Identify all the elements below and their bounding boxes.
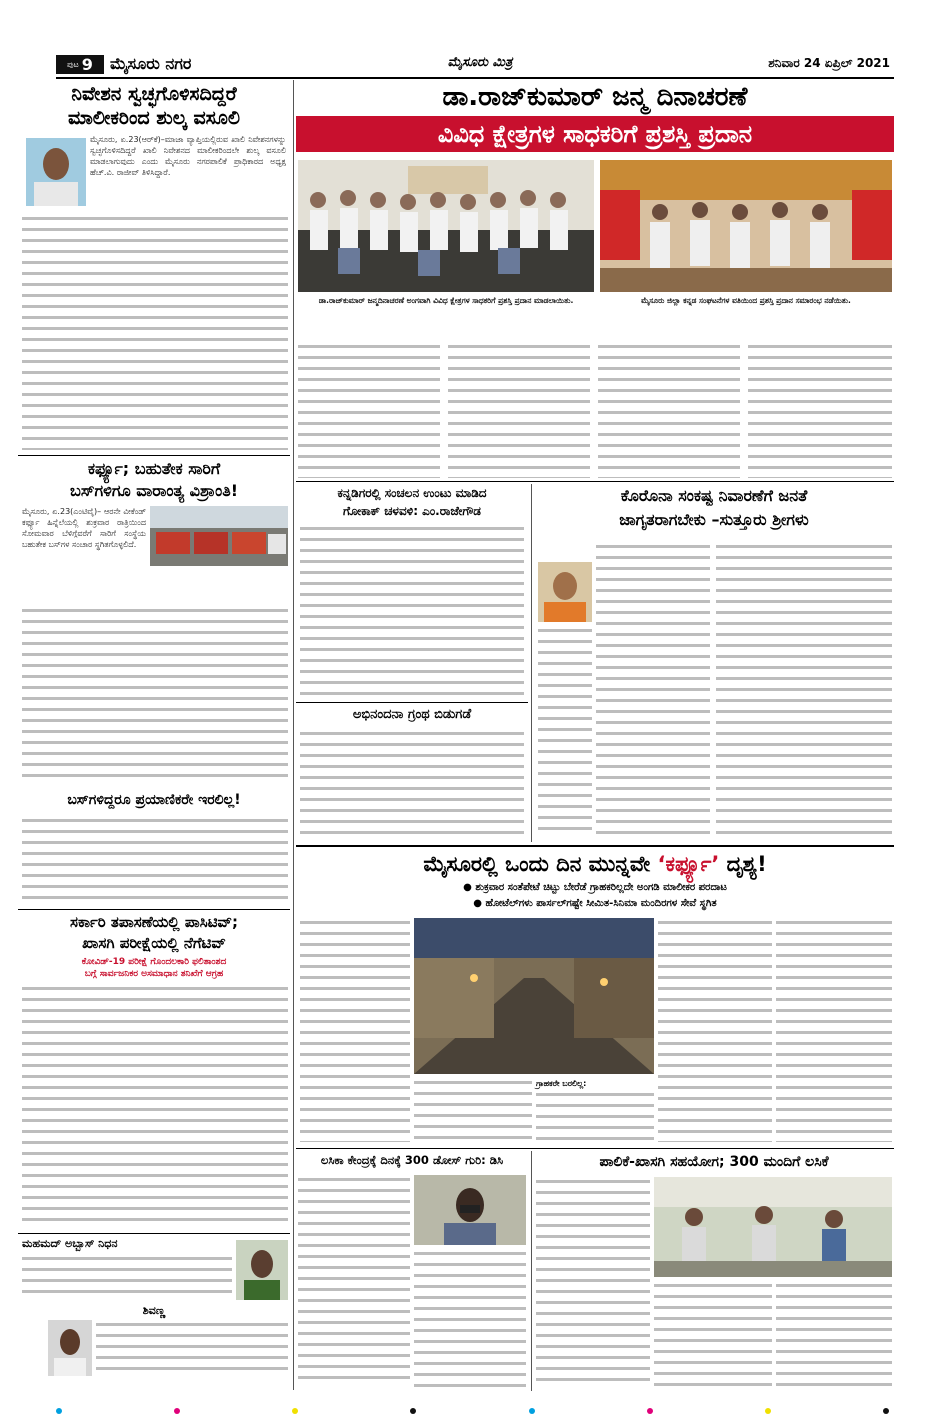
- headline-highlight: ‘ಕರ್ಫ್ಯೂ’: [657, 852, 720, 876]
- headline: ಲಸಿಕಾ ಕೇಂದ್ರಕ್ಕೆ ದಿನಕ್ಕೆ 300 ಡೋಸ್ ಗುರಿ: ಡಿಸಿ: [320, 1153, 504, 1167]
- registration-mark-top: [0, 18, 945, 19]
- bus-depot-photo: [150, 506, 288, 566]
- obituary-2: [18, 1304, 290, 1394]
- column-divider: [531, 1151, 532, 1391]
- headline: ಪಾಲಿಕೆ-ಖಾಸಗಿ ಸಹಯೋಗ; 300 ಮಂದಿಗೆ ಲಸಿಕೆ: [599, 1154, 829, 1170]
- body-column: [776, 1281, 892, 1387]
- award-photo-right: [600, 160, 892, 292]
- headline-part: ದೃಶ್ಯ!: [719, 852, 767, 876]
- issue-date: ಶನಿವಾರ 24 ಏಪ್ರಿಲ್ 2021: [768, 56, 890, 70]
- body-column: [414, 1249, 526, 1387]
- article-kannadigaralli: [296, 484, 528, 700]
- article-mysuru-curfew: [296, 848, 894, 1146]
- body-text: [300, 729, 524, 841]
- headline: ಅಭಿನಂದನಾ ಗ್ರಂಥ ಬಿಡುಗಡೆ: [352, 707, 472, 722]
- divider: [296, 1148, 894, 1149]
- bus-sub-body: [22, 816, 288, 906]
- article-curfew-bus: [18, 458, 290, 788]
- body-column: [598, 342, 740, 478]
- body-text: [300, 524, 524, 696]
- body-text: ಮೈಸೂರು, ಏ.23(ಎಂಟಿವೈ)– ಆರನೇ ವೀಕೆಂಡ್ ಕರ್ಫ್ಯೂ ಹಿನ್ನೆಲೆಯಲ್ಲಿ ಶುಕ್ರವಾರ ರಾತ್ರಿಯಿಂದ ಸೋಮವಾರ ಬೆಳಿಗ್ಗೆವರೆಗೆ ಸಾರಿಗೆ ಸಂಸ್ಥೆಯ ಬಹುತೇಕ ಬಸ್‌ಗಳ ಸಂಚಾರ ಸ್ಥಗಿತಗೊಳ್ಳಲಿದೆ.: [22, 507, 146, 549]
- body-text: [96, 1320, 288, 1374]
- column-divider: [293, 80, 294, 1390]
- body-text: ಮೈಸೂರು, ಏ.23(ಆರ್‌ಕೆ)–ಮಾಜಾ ವ್ಯಾಪ್ತಿಯಲ್ಲಿರುವ ಖಾಲಿ ನಿವೇಶನಗಳನ್ನು ಸ್ವಚ್ಛಗೊಳಿಸದಿದ್ದರೆ ಖಾಲಿ ನಿವೇಶನದ ಮಾಲೀಕರಿಂದಲೇ ಶುಲ್ಕ ವಸೂಲಿ ಮಾಡಲಾಗುವುದು ಎಂದು ಮೈಸೂರು ನಗರಪಾಲಿಕೆ ಪ್ರಾಧಿಕಾರದ ಅಧ್ಯಕ್ಷ ಹೆಚ್.ವಿ. ರಾಜೀವ್ ತಿಳಿಸಿದ್ದಾರೆ.: [90, 135, 286, 177]
- divider: [18, 1233, 290, 1234]
- obituary-photo: [48, 1320, 92, 1376]
- body-column: [776, 918, 892, 1142]
- headline: ಮಹಮದ್ ಅಬ್ಬಾಸ್ ನಿಧನ: [22, 1237, 118, 1250]
- body-text: [22, 984, 288, 1228]
- divider: [296, 702, 528, 703]
- bullet-line: [296, 880, 894, 896]
- headline: ನಿವೇಶನ ಸ್ವಚ್ಛಗೊಳಿಸದಿದ್ದರೆ: [71, 83, 237, 105]
- bullet-text: ಹೋಟೆಲ್‌ಗಳು ಪಾರ್ಸಲ್‌ಗಷ್ಟೇ ಸೀಮಿತ-ಸಿನಿಮಾ ಮಂದಿರಗಳ ಸೇವೆ ಸ್ಥಗಿತ: [485, 898, 717, 909]
- registration-dot: [292, 1408, 298, 1414]
- article-bus-sub: [18, 790, 290, 814]
- article-rajkumar: [296, 80, 894, 340]
- bullet-line: [296, 896, 894, 912]
- headline: ಡಾ.ರಾಜ್‌ಕುಮಾರ್ ಜನ್ಮ ದಿನಾಚರಣೆ: [442, 82, 748, 112]
- registration-dot: [529, 1408, 535, 1414]
- body-text-continued: [22, 606, 288, 782]
- kicker: ಕೋವಿಡ್-19 ಪರೀಕ್ಷೆ ಗೊಂದಲಕಾರಿ ಫಲಿತಾಂಶದ: [81, 957, 227, 967]
- masthead-rule: [56, 77, 894, 79]
- body-column: [536, 1090, 654, 1142]
- palike-vaccination-photo: [654, 1177, 892, 1277]
- headline: ಬಸ್‌ಗಳಿಗೂ ವಾರಾಂತ್ಯ ವಿಶ್ರಾಂತಿ!: [69, 481, 238, 500]
- page-number-box: [56, 55, 104, 74]
- headline: ಕನ್ನಡಿಗರಲ್ಲಿ ಸಂಚಲನ ಉಂಟು ಮಾಡಿದ: [337, 486, 487, 500]
- column-divider: [531, 484, 532, 842]
- subheadline: ಬಸ್‌ಗಳಿದ್ದರೂ ಪ್ರಯಾಣಿಕರೇ ಇರಲಿಲ್ಲ!: [67, 792, 241, 808]
- headline: ವಿವಿಧ ಕ್ಷೇತ್ರಗಳ ಸಾಧಕರಿಗೆ ಪ್ರಶಸ್ತಿ ಪ್ರದಾನ: [296, 116, 894, 152]
- bullet-icon: ●: [473, 898, 483, 909]
- bullet-icon: ●: [463, 882, 472, 893]
- body-column: [538, 626, 592, 838]
- headline: ಮಾಲೀಕರಿಂದ ಶುಲ್ಕ ವಸೂಲಿ: [68, 107, 240, 129]
- headline: ಸರ್ಕಾರಿ ತಪಾಸಣೆಯಲ್ಲಿ ಪಾಸಿಟಿವ್;: [70, 913, 238, 931]
- body-column: [716, 542, 892, 838]
- body-column: [748, 342, 892, 478]
- rajkumar-body: [298, 342, 894, 480]
- photo-caption: ಮೈಸೂರು ಜಿಲ್ಲಾ ಕನ್ನಡ ಸಂಘಟನೆಗಳ ವತಿಯಿಂದ ಪ್ರಶಸ್ತಿ ಪ್ರದಾನ ಸಮಾರಂಭ ನಡೆಯಿತು.: [641, 296, 851, 305]
- subheadline: ಗೋಕಾಕ್ ಚಳವಳಿ: ಎಂ.ರಾಜೇಗೌಡ: [343, 504, 481, 518]
- divider: [18, 455, 290, 456]
- divider: [296, 481, 894, 482]
- article-abhinandana: [296, 705, 528, 843]
- body-column: [298, 342, 440, 478]
- body-text: [22, 1254, 232, 1300]
- paper-name: ಮೈಸೂರು ಮಿತ್ರ: [447, 55, 513, 70]
- obituary-1: [18, 1236, 290, 1302]
- bullet-text: ಶುಕ್ರವಾರ ಸಂತೆಪೇಟೆ ಚಿಟ್ಟು ಬೇರೆಡೆ ಗ್ರಾಹಕರಿಲ್ಲದೇ ಅಂಗಡಿ ಮಾಲೀಕರ ಪರದಾಟ: [475, 882, 727, 893]
- vaccination-photo: [414, 1175, 526, 1245]
- body-column: [536, 1177, 650, 1387]
- article-lasika: [296, 1151, 528, 1391]
- kicker: ಬಗ್ಗೆ ಸಾರ್ವಜನಿಕರ ಅಸಮಾಧಾನ ತನಿಖೆಗೆ ಆಗ್ರಹ: [84, 969, 224, 979]
- body-text-continued: [22, 214, 288, 450]
- registration-dot: [647, 1408, 653, 1414]
- portrait: [26, 138, 86, 206]
- headline: ಕರ್ಫ್ಯೂ; ಬಹುತೇಕ ಸಾರಿಗೆ: [87, 459, 221, 478]
- headline: ಶಿವಣ್ಣ: [142, 1304, 166, 1317]
- divider: [18, 909, 290, 910]
- body-column: [596, 542, 710, 838]
- registration-dot: [56, 1408, 62, 1414]
- portrait-photo: [26, 138, 86, 206]
- article-niveshana: [18, 80, 290, 452]
- registration-dot: [174, 1408, 180, 1414]
- registration-dot: [765, 1408, 771, 1414]
- empty-street-photo: [414, 918, 654, 1074]
- article-palike: [534, 1151, 894, 1391]
- body-column: [654, 1281, 772, 1387]
- headline: ಜಾಗೃತರಾಗಬೇಕು –ಸುತ್ತೂರು ಶ್ರೀಗಳು: [619, 510, 809, 529]
- headline: ಕೊರೊನಾ ಸಂಕಷ್ಟ ನಿವಾರಣೆಗೆ ಜನತೆ: [620, 486, 808, 505]
- obituary-photo: [236, 1240, 288, 1300]
- headline: ಖಾಸಗಿ ಪರೀಕ್ಷೆಯಲ್ಲಿ ನೆಗೆಟಿವ್: [82, 934, 226, 952]
- photo-caption: ಡಾ.ರಾಜ್‌ಕುಮಾರ್ ಜನ್ಮದಿನಾಚರಣೆ ಅಂಗವಾಗಿ ವಿವಿಧ ಕ್ಷೇತ್ರಗಳ ಸಾಧಕರಿಗೆ ಪ್ರಶಸ್ತಿ ಪ್ರದಾನ ಮಾಡಲಾಯಿತು.: [318, 296, 574, 305]
- registration-dot: [883, 1408, 889, 1414]
- article-corona: [534, 484, 894, 842]
- divider: [296, 845, 894, 847]
- body-column: [448, 342, 590, 478]
- swamiji-photo: [538, 562, 592, 622]
- page-label: ಪುಟ: [67, 59, 79, 69]
- section-title: ಮೈಸೂರು ನಗರ: [110, 54, 192, 73]
- headline-part: ಮೈಸೂರಲ್ಲಿ ಒಂದು ದಿನ ಮುನ್ನವೇ: [423, 852, 658, 876]
- color-registration-bar: [0, 1404, 945, 1418]
- award-photo-left: [298, 160, 594, 292]
- body-column: [414, 1078, 532, 1142]
- body-column: [658, 918, 772, 1142]
- body-column: [300, 918, 410, 1142]
- page-number: 9: [81, 55, 93, 74]
- article-sarkari: [18, 912, 290, 1232]
- subheadline: ಗ್ರಾಹಕರೇ ಬರಲಿಲ್ಲ:: [536, 1079, 587, 1088]
- headline: [296, 848, 894, 880]
- registration-dot: [410, 1408, 416, 1414]
- body-column: [298, 1175, 410, 1387]
- masthead: [0, 0, 945, 74]
